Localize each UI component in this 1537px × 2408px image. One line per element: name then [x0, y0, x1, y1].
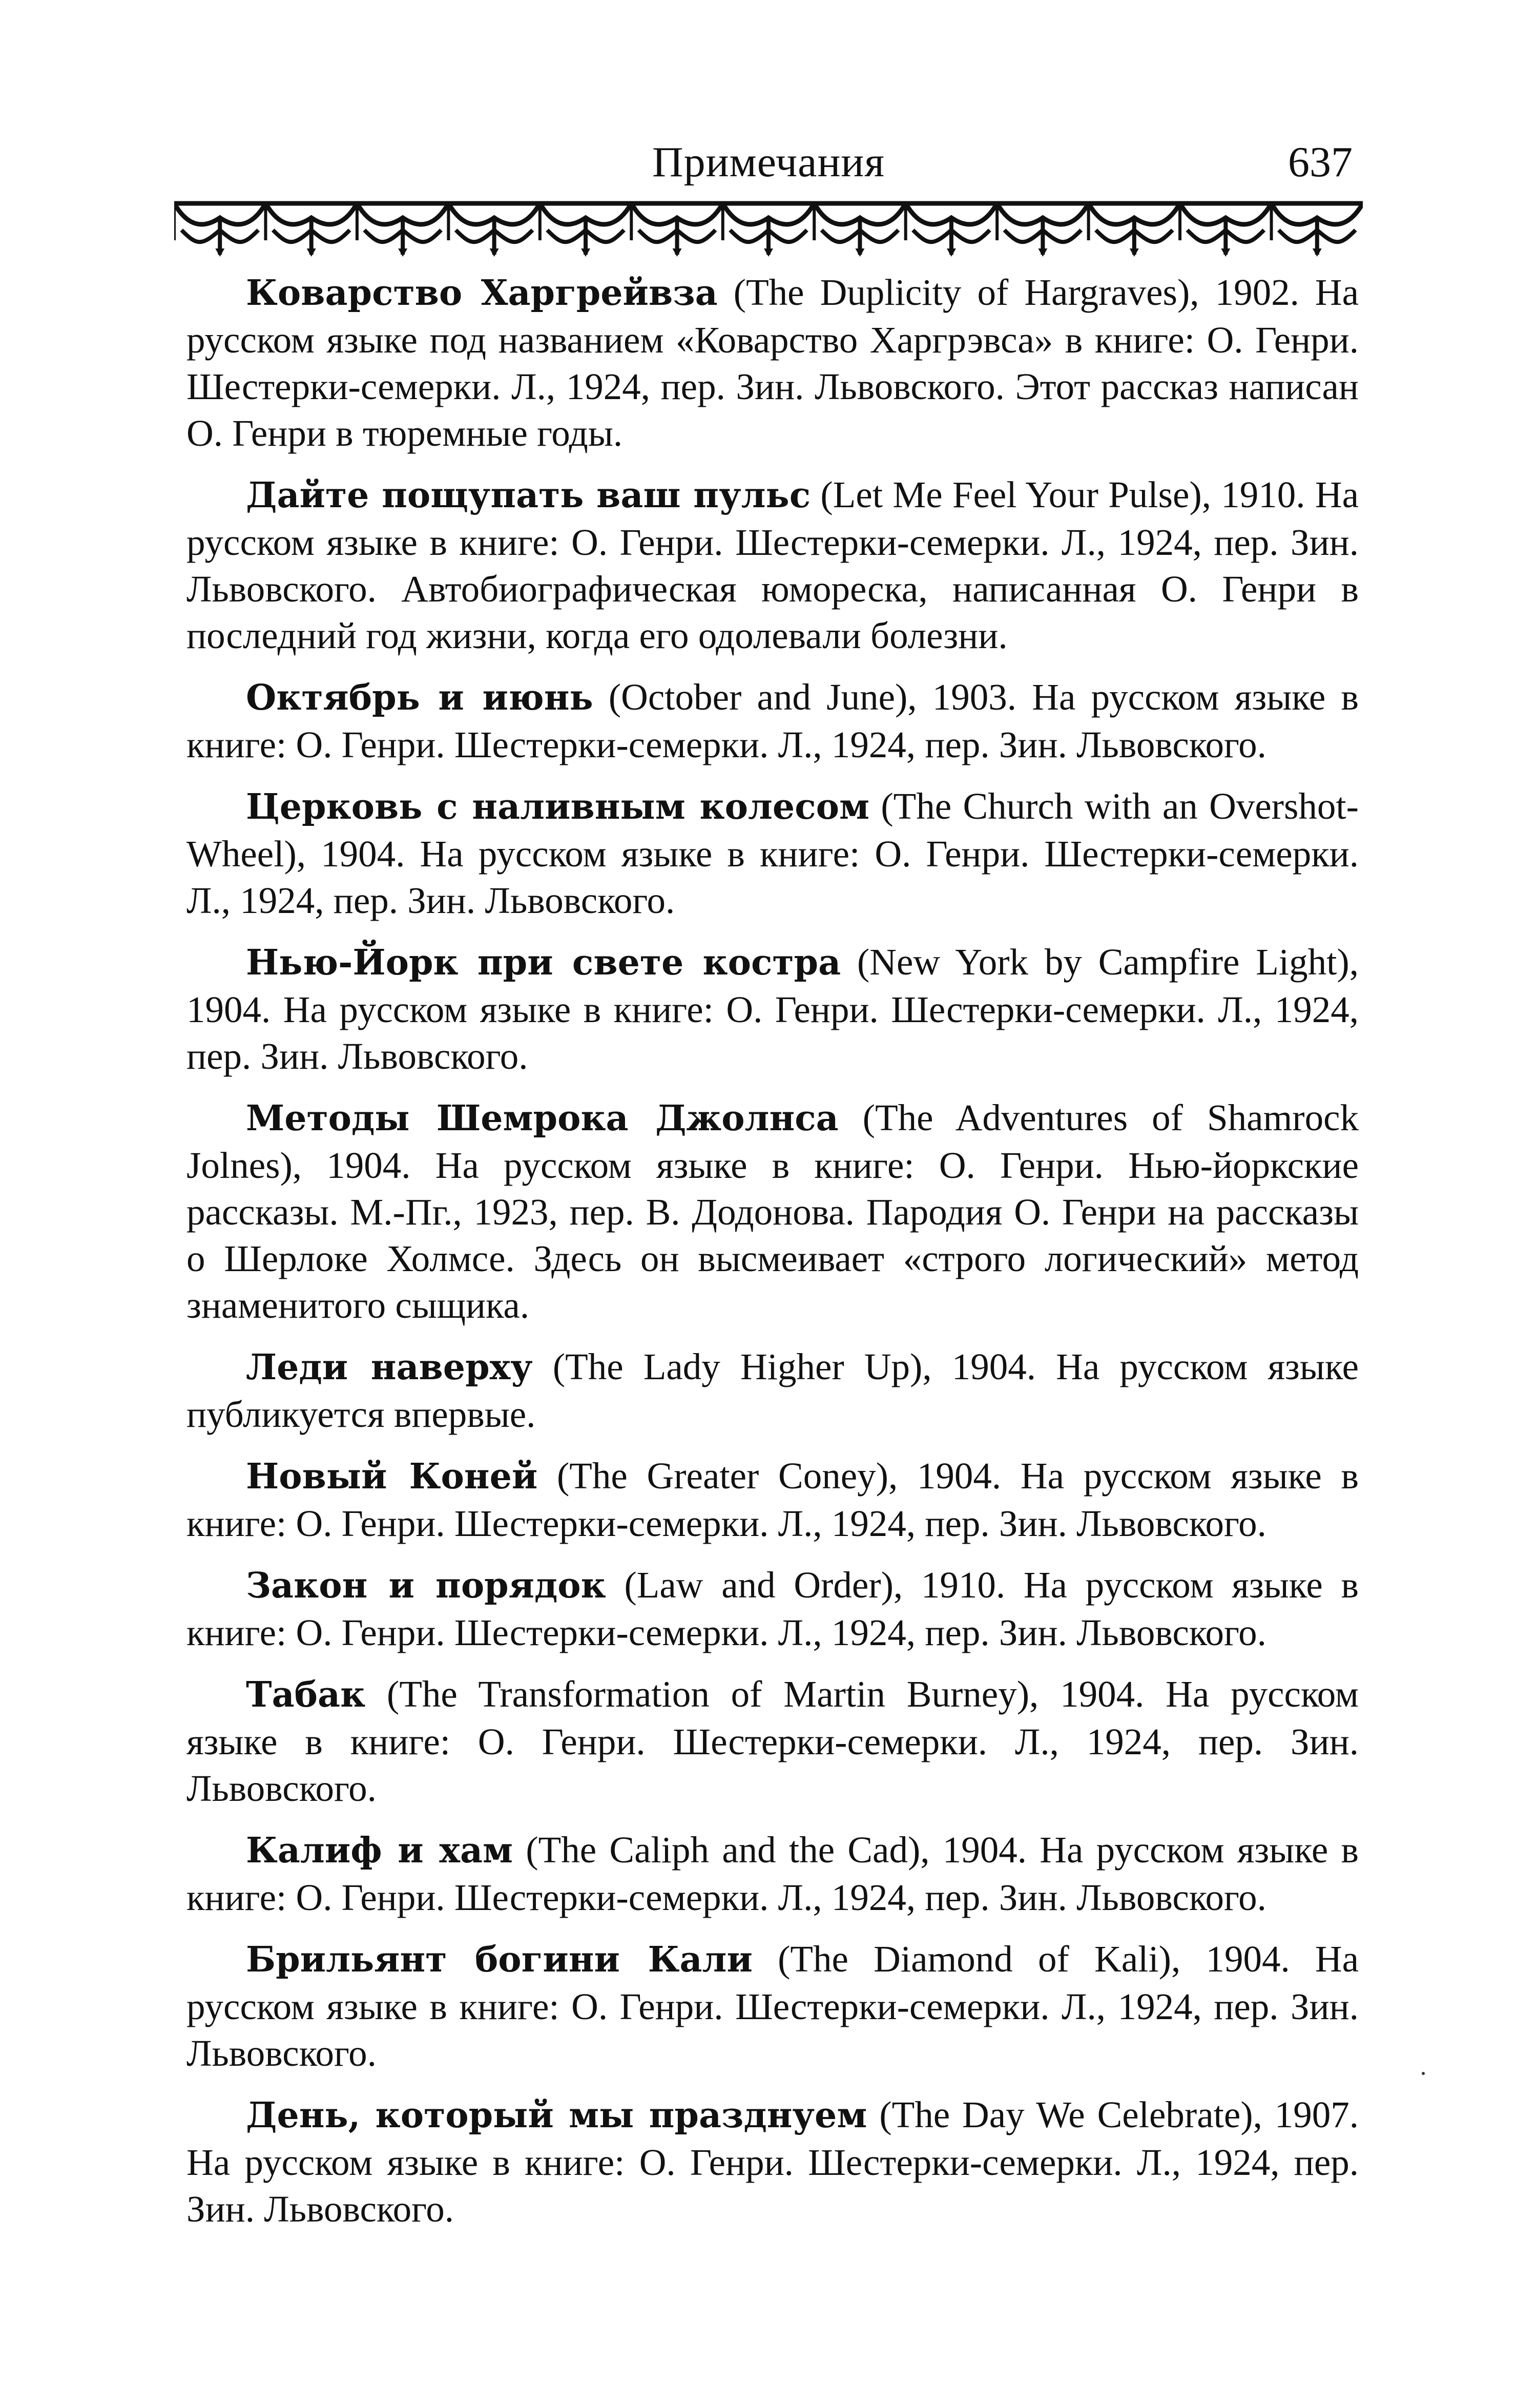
note-text: (October and June), 1903. На русском языке в книге: О. Генри. Шестерки-семерки. Л., 1924, пер. Зин. Львовского.: [186, 676, 1359, 765]
note-entry: [186, 1671, 1359, 1812]
note-title: День, который мы празднуем: [246, 2095, 867, 2136]
note-entry: [186, 1826, 1359, 1921]
note-text: (The Caliph and the Cad), 1904. На русском языке в книге: О. Генри. Шестерки-семерки. Л., 1924, пер. Зин. Львовского.: [186, 1829, 1359, 1918]
note-title: Церковь с наливным колесом: [246, 786, 870, 827]
note-text: (The Church with an Overshot-Wheel), 1904. На русском языке в книге: О. Генри. Шестерки-семерки. Л., 1924, пер. Зин. Львовского.: [186, 785, 1359, 921]
note-text: (Let Me Feel Your Pulse), 1910. На русском языке в книге: О. Генри. Шестерки-семерки. Л., 1924, пер. Зин. Львовского. Автобиографическая юмореска, написанная О. Генри в последний год жизни, когда его одолевали болезни.: [186, 474, 1359, 656]
note-text: (The Adventures of Shamrock Jolnes), 1904. На русском языке в книге: О. Генри. Нью-йоркские рассказы. М.-Пг., 1923, пер. В. Додонова. Пародия О. Генри на рассказы о Шерлоке Холмсе. Здесь он высмеивает «строго логический» метод знаменитого сыщика.: [186, 1097, 1359, 1326]
note-text: (The Lady Higher Up), 1904. На русском языке публикуется впервые.: [186, 1346, 1359, 1435]
note-entry: [186, 1936, 1359, 2077]
note-text: (The Diamond of Kali), 1904. На русском языке в книге: О. Генри. Шестерки-семерки. Л., 1924, пер. Зин. Львовского.: [186, 1938, 1359, 2074]
note-entry: [186, 471, 1359, 659]
note-entry: [186, 783, 1359, 924]
note-text: (The Day We Celebrate), 1907. На русском языке в книге: О. Генри. Шестерки-семерки. Л., 1924, пер. Зин. Львовского.: [186, 2094, 1359, 2230]
note-entry: [186, 939, 1359, 1080]
note-title: Табак: [246, 1674, 366, 1715]
note-title: Новый Коней: [246, 1456, 538, 1497]
ornamental-border: [174, 197, 1363, 258]
note-text: (The Duplicity of Hargraves), 1902. На русском языке под названием «Коварство Харгрэвса» в книге: О. Генри. Шестерки-семерки. Л., 1924, пер. Зин. Львовского. Этот рассказ написан О. Генри в тюремные годы.: [186, 272, 1359, 454]
note-text: (Law and Order), 1910. На русском языке в книге: О. Генри. Шестерки-семерки. Л., 1924, пер. Зин. Львовского.: [186, 1564, 1359, 1653]
note-title: Методы Шемрока Джолнса: [246, 1098, 839, 1139]
note-text: (The Greater Coney), 1904. На русском языке в книге: О. Генри. Шестерки-семерки. Л., 1924, пер. Зин. Львовского.: [186, 1455, 1359, 1544]
note-entry: [186, 1562, 1359, 1656]
running-title: Примечания: [652, 138, 885, 186]
note-entry: [186, 1094, 1359, 1328]
note-title: Закон и порядок: [246, 1565, 606, 1606]
print-speck: [1422, 2072, 1425, 2075]
running-head: [184, 134, 1353, 191]
note-title: Нью-Йорк при свете костра: [246, 942, 841, 983]
note-title: Брильянт богини Кали: [246, 1939, 753, 1980]
note-entry: [186, 674, 1359, 768]
note-title: Коварство Харгрейвза: [246, 273, 718, 314]
notes-list: [186, 269, 1359, 2344]
note-entry: [186, 2091, 1359, 2232]
note-title: Калиф и хам: [246, 1830, 513, 1871]
note-entry: [186, 269, 1359, 456]
note-text: (New York by Campfire Light), 1904. На русском языке в книге: О. Генри. Шестерки-семерки. Л., 1924, пер. Зин. Львовского.: [186, 941, 1359, 1077]
note-title: Октябрь и июнь: [246, 677, 593, 718]
note-title: Дайте пощупать ваш пульс: [246, 475, 811, 516]
note-title: Леди наверху: [246, 1347, 533, 1388]
page-number: 637: [1288, 138, 1353, 186]
note-text: (The Transformation of Martin Burney), 1904. На русском языке в книге: О. Генри. Шестерки-семерки. Л., 1924, пер. Зин. Львовского.: [186, 1673, 1359, 1809]
note-entry: [186, 1452, 1359, 1547]
note-entry: [186, 1343, 1359, 1438]
